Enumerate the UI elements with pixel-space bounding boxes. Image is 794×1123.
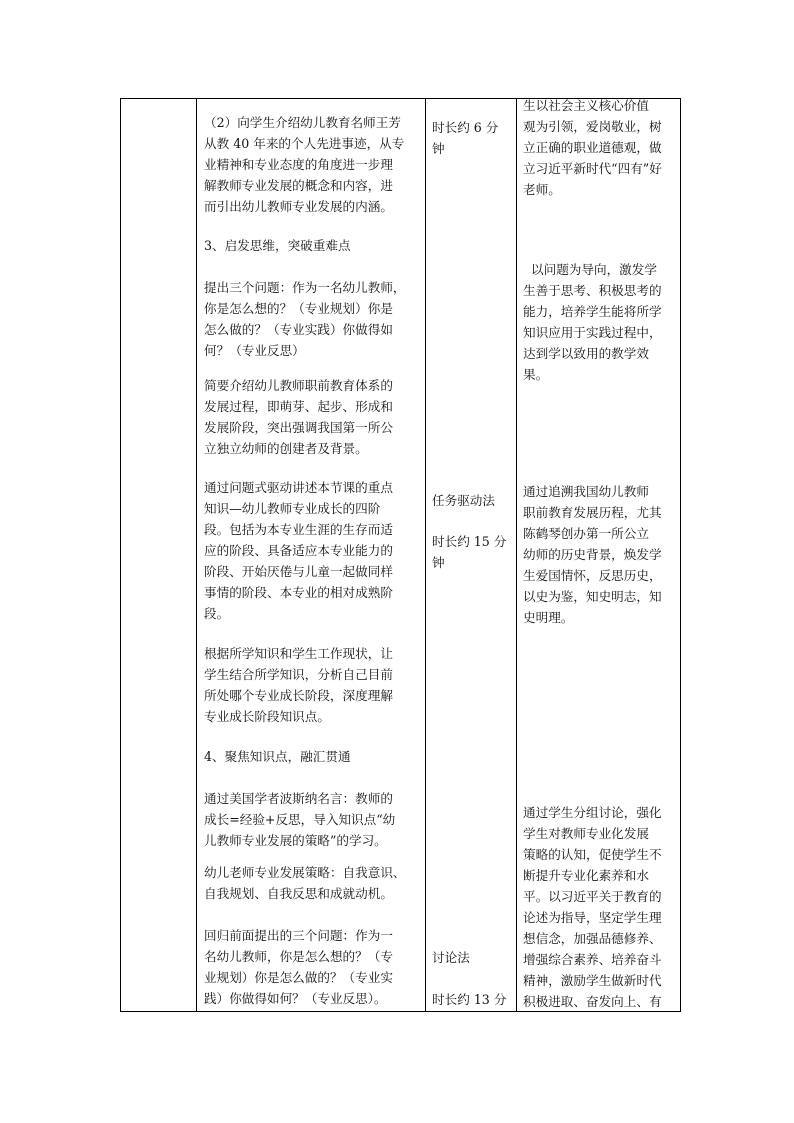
design-intent-column [517, 99, 682, 1011]
content-block: 通过美国学者波斯纳名言：教师的 成长=经验+反思，导入知识点“幼 儿教师专业发展的策略”的学习。 [204, 791, 396, 848]
content-block: 回归前面提出的三个问题：作为一 名幼儿教师，你是怎么想的？（专 业规划）你是怎么做的？（专业实 践）你做得如何？（专业反思）。 [204, 928, 393, 1006]
method-text: 任务驱动法 [432, 493, 495, 508]
content-block: （2）向学生介绍幼儿教育名师王芳 从教 40 年来的个人先进事迹，从专 业精神和专业态度的角度进一步理 解教师专业发展的概念和内容，进 而引出幼儿教师专业发展的内涵。 [204, 115, 405, 214]
intent-block: 以问题为导向，激发学 生善于思考、积极思考的 能力，培养学生能将所学 知识应用于实践过程中， 达到学以致用的教学效 果。 [523, 262, 662, 382]
content-block-heading: 3、启发思维，突破重难点 [204, 238, 351, 253]
intent-block: 生以社会主义核心价值 观为引领，爱岗敬业，树 立正确的职业道德观，做 立习近平新时代“四有”好 老师。 [523, 99, 662, 197]
content-block-heading: 4、聚焦知识点，融汇贯通 [204, 749, 351, 764]
duration-text: 时长约 13 分 [432, 992, 507, 1007]
content-block: 根据所学知识和学生工作现状，让 学生结合所学知识，分析自己目前 所处哪个专业成长阶段，深度理解 专业成长阶段知识点。 [204, 646, 393, 724]
content-block: 简要介绍幼儿教师职前教育体系的 发展过程，即萌芽、起步、形成和 发展阶段，突出强调我国第一所公 立独立幼师的创建者及背景。 [204, 378, 393, 456]
content-block: 幼儿老师专业发展策略：自我意识、 自我规划、自我反思和成就动机。 [204, 865, 406, 901]
lesson-plan-table [120, 98, 681, 1012]
method-text: 讨论法 [432, 950, 470, 965]
content-block: 通过问题式驱动讲述本节课的重点 知识—幼儿教师专业成长的四阶 段。包括为本专业生涯的生存而适 应的阶段、具备适应本专业能力的 阶段、开始厌倦与儿童一起做同样 事情的阶段、本专业的相对成熟阶 段。 [204, 480, 393, 621]
duration-text: 时长约 15 分 钟 [432, 534, 507, 570]
intent-block: 通过追溯我国幼儿教师 职前教育发展历程，尤其 陈鹤琴创办第一所公立 幼师的历史背景，焕发学 生爱国情怀，反思历史， 以史为鉴，知史明志，知 史明理。 [523, 484, 662, 625]
content-block: 提出三个问题：作为一名幼儿教师， 你是怎么想的？（专业规划）你是 怎么做的？（专业实践）你做得如 何？（专业反思） [204, 280, 406, 358]
duration-text: 时长约 6 分 钟 [432, 120, 499, 156]
intent-block: 通过学生分组讨论，强化 学生对教师专业化发展 策略的认知，促使学生不 断提升专业化素养和水 平。以习近平关于教育的 论述为指导，坚定学生理 想信念，加强品德修养、 增强综合素养、培养奋斗 精神，激励学生做新时代 积极进取、奋发向上、有 [523, 805, 662, 1009]
teaching-content-column [197, 99, 425, 1011]
method-column [426, 99, 516, 1011]
